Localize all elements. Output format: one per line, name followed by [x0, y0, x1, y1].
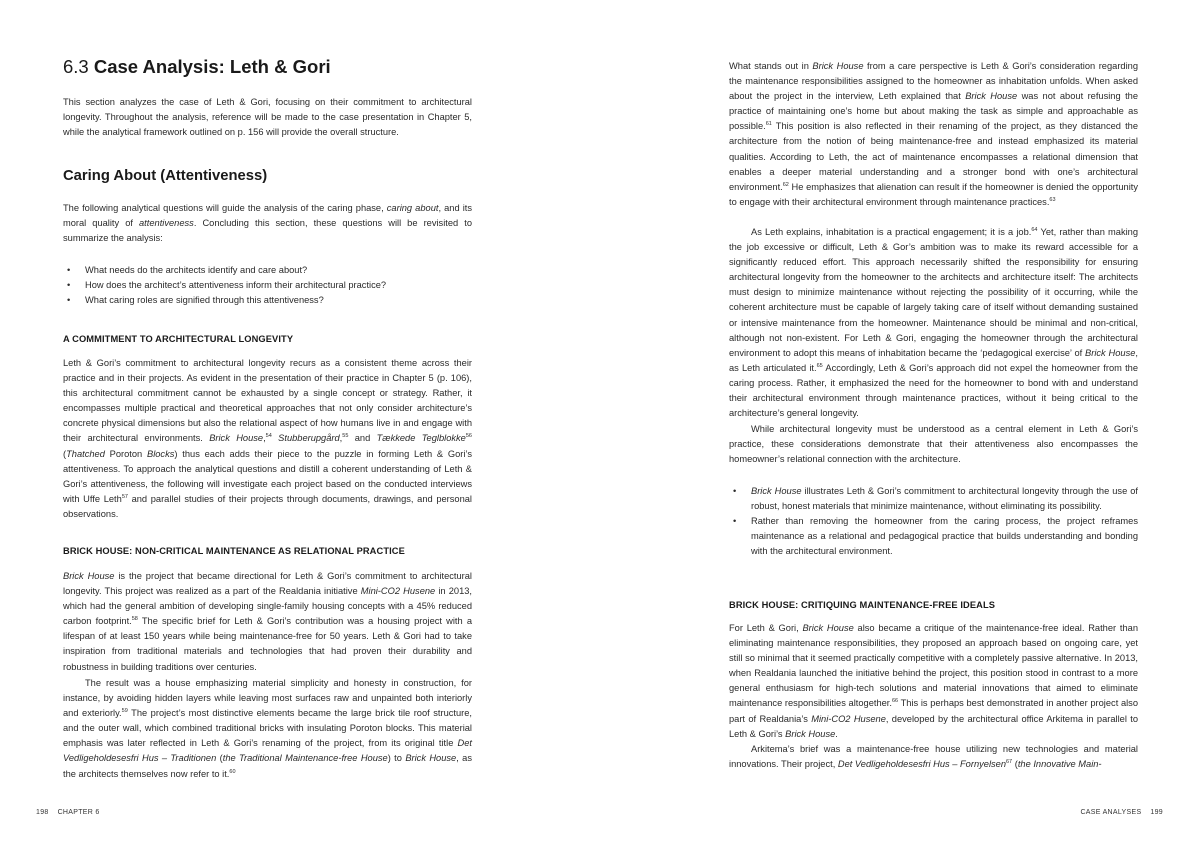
footer-right [1080, 809, 1163, 816]
footer-left [36, 809, 100, 816]
section-heading: Caring About (Attentiveness) [63, 168, 268, 184]
list-item: • What needs do the architects identify and care about? [63, 263, 472, 278]
list-item: • How does the architect’s attentiveness inform their architectural practice? [63, 278, 472, 293]
paragraph-inhabitation: As Leth explains, inhabitation is a practical engagement; it is a job.$^{64}$ Yet, rather than making the job excessive or difficult, Leth & Gor’s ambition was to make its reward accessible for a significantly reduced effort. This approach necessarily shifted the responsibility for ensuring architectural longevity from the homeowner to the architects and architecture itself: The architects must design to minimize maintenance without rejecting the possibility of it occurring, while the coherent architecture must be capable of largely taking care of itself without demanding sustained or intensive maintenance from the homeowner. Maintenance should be minimal and non-critical, although not non-existent. For Leth & Gori, engaging the homeowner through the architectural environment to adopt this means of inhabitation became the ‘pedagogical exercise’ of Brick House, as Leth articulated it.$^{65}$ Accordingly, Leth & Gori’s approach did not expel the homeowner from the caring process. Rather, it emphasized the need for the homeowner to bond with and understand their architectural environment through maintenance practices, without it being critical to the architecture’s general longevity. [729, 227, 1139, 419]
list-item: • What caring roles are signified through this attentiveness? [63, 293, 472, 308]
chapter-label: CASE ANALYSES [1080, 809, 1142, 816]
subheading-critique: BRICK HOUSE: CRITIQUING MAINTENANCE-FREE IDEALS [729, 600, 996, 610]
title-text: Case Analysis: Leth & Gori [93, 56, 331, 77]
page-number: 198 [36, 809, 49, 816]
paragraph-arkitema: Arkitema’s brief was a maintenance-free house utilizing new technologies and material innovations. Their project, Det Vedligeholdesesfri Hus – Fornyelsen$^{67}$ (the Innovative Main- [729, 744, 1138, 770]
questions-list [63, 263, 472, 308]
chapter-label: CHAPTER 6 [57, 809, 100, 816]
right-page [729, 0, 1138, 849]
paragraph-critique: For Leth & Gori, Brick House also became a critique of the maintenance-free ideal. Rather than eliminating maintenance responsibilities, they proposed an approach based on ongoing care, yet still so minimal that it seemed practically competitive with a completely passive alternative. In 2013, when Realdania launched the initiative behind the project, this position stood in contrast to a more general enthusiasm for high-tech solutions and material innovations that aimed to eliminate maintenance responsibilities altogether.$^{66}$ This is perhaps best demonstrated in another project also part of Realdania’s Mini-CO2 Husene, developed by the architectural office Arkitema in parallel to Leth & Gori’s Brick House. [729, 623, 1139, 739]
page-title [63, 56, 331, 78]
summary-list [729, 484, 1138, 559]
paragraph-brick-house: Brick House is the project that became directional for Leth & Gori’s commitment to architectural longevity. This project was realized as a part of the Realdania initiative Mini-CO2 Husene in 2013, which had the general ambition of developing single-family housing concepts with a 45% reduced carbon footprint.$^{58}$ The specific brief for Leth & Gori’s contribution was a housing project with a lifespan of at least 150 years while being maintenance-free for 50 years. Leth & Gori had to take inspiration from traditional materials and technologies that had proven their durability and robustness in building traditions over centuries. [63, 571, 473, 672]
subheading-brick-house: BRICK HOUSE: NON-CRITICAL MAINTENANCE AS RELATIONAL PRACTICE [63, 546, 405, 556]
title-number: 6.3 [63, 56, 89, 77]
paragraph-longevity-summary: While architectural longevity must be understood as a central element in Leth & Gori’s practice, these considerations demonstrate that their attentiveness also encompasses the homeowner’s relational connection with the architecture. [729, 424, 1138, 465]
section-intro-paragraph: The following analytical questions will guide the analysis of the caring phase, caring about, and its moral quality of attentiveness. Concluding this section, these questions will be revisited to summarize the analysis: [63, 203, 473, 244]
paragraph-brick-house-result: The result was a house emphasizing material simplicity and honesty in construction, for instance, by avoiding hidden layers while leaving most surfaces raw and unpainted both interiorly and exteriorly.$^{59}$ The project’s most distinctive elements became the large brick tile roof structure, and the outer wall, which combined traditional bricks with insulating Poroton blocks. This material emphasis was later reflected in Leth & Gori’s renaming of the project, from its original title Det Vedligeholdesesfri Hus – Traditionen (the Traditional Maintenance-free House) to Brick House, as the architects themselves now refer to it.$^{60}$ [63, 678, 473, 779]
left-page [63, 0, 472, 849]
paragraph-longevity: Leth & Gori’s commitment to architectural longevity recurs as a consistent theme across their practice and in their projects. As evident in the presentation of their practice in Chapter 5 (p. 106), this architectural commitment cannot be exhausted by a single concept or strategy. Rather, it encompasses multiple practical and theoretical approaches that not only consider architecture’s concrete physical dimensions but also the relational aspect of how humans live in and engage with their architectural environments. Brick House,$^{54}$ Stubberupgård,$^{55}$ and Tækkede Teglblokke$^{56}$ (Thatched Poroton Blocks) thus each adds their piece to the puzzle in forming Leth & Gori’s attentiveness. To approach the analytical questions and distill a coherent understanding of Leth & Gori’s attentiveness, the following will investigate each project based on the conducted interviews with Uffe Leth$^{57}$ and parallel studies of their projects through documents, drawings, and personal observations. [63, 358, 472, 519]
paragraph-care-perspective: What stands out in Brick House from a care perspective is Leth & Gori’s consideration regarding the maintenance responsibilities assigned to the homeowner as inhabitation unfolds. When asked about the project in the interview, Leth explained that Brick House was not about refusing the practice of maintaining one’s home but about making the task as simple and approachable as possible.$^{61}$ This position is also reflected in their renaming of the project, as they distanced the architecture from the notion of being maintenance-free and instead emphasized its material qualities. According to Leth, the act of maintenance encompasses a relational dimension that enables a deeper material understanding and a stronger bond with one’s architectural environment.$^{62}$ He emphasizes that alienation can result if the homeowner is denied the opportunity to engage with their architectural environment through maintenance practices.$^{63}$ [729, 61, 1138, 207]
subheading-longevity: A COMMITMENT TO ARCHITECTURAL LONGEVITY [63, 334, 294, 344]
list-item: • Rather than removing the homeowner from the caring process, the project reframes maintenance as a relational and pedagogical practice that builds understanding and bonding with the architectural environment. [729, 514, 1138, 559]
intro-paragraph: This section analyzes the case of Leth & Gori, focusing on their commitment to architectural longevity. Throughout the analysis, reference will be made to the case presentation in Chapter 5, while the analytical framework outlined on p. 156 will provide the overall structure. [63, 97, 472, 138]
page-number: 199 [1150, 809, 1163, 816]
list-item: • Brick House illustrates Leth & Gori’s commitment to architectural longevity through the use of robust, honest materials that minimize maintenance, without eliminating its possibility. [729, 484, 1138, 514]
